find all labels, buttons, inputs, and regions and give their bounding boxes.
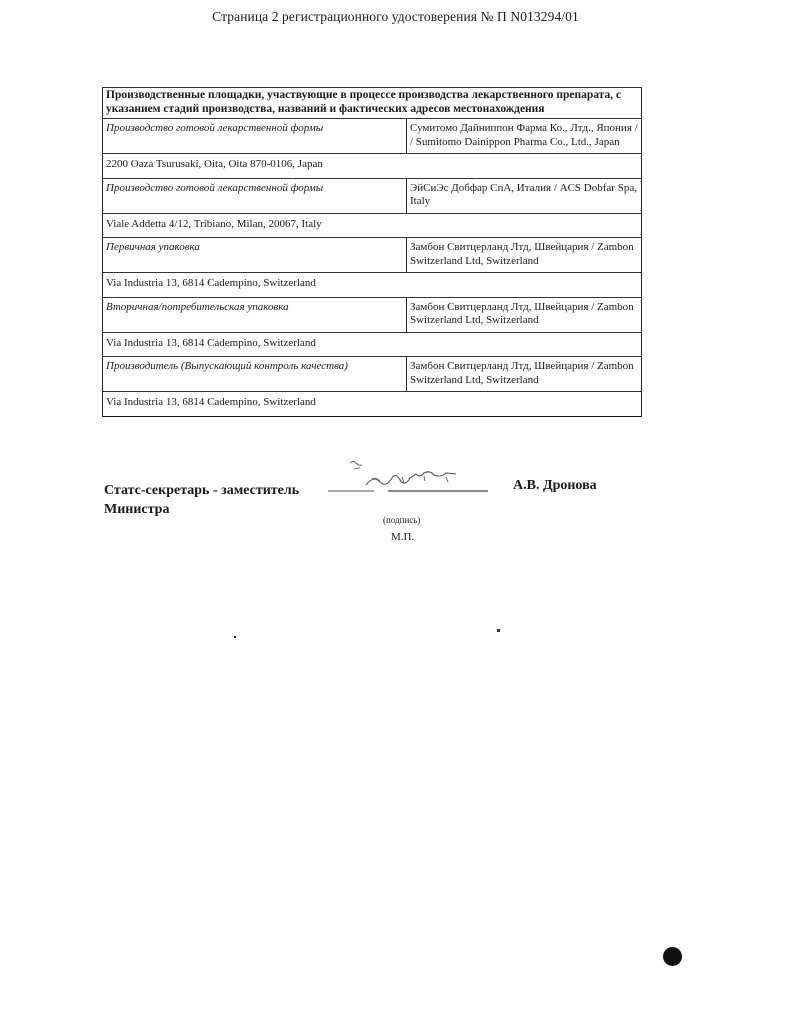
address-cell: Via Industria 13, 6814 Cadempino, Switzerland bbox=[103, 392, 642, 417]
company-cell: Сумитомо Дайниппон Фарма Ко., Лтд., Япония / / Sumitomo Dainippon Pharma Co., Ltd., Japan bbox=[407, 119, 642, 154]
stage-cell: Вторичная/потребительская упаковка bbox=[103, 297, 407, 332]
signatory-position bbox=[104, 481, 299, 519]
signatory-name: А.В. Дронова bbox=[513, 478, 597, 493]
signatory-position-line2: Министра bbox=[104, 502, 170, 517]
stamp-label: М.П. bbox=[391, 531, 415, 543]
page-header: Страница 2 регистрационного удостоверения № П N013294/01 bbox=[212, 9, 579, 24]
address-row bbox=[103, 213, 642, 238]
stage-cell: Первичная упаковка bbox=[103, 238, 407, 273]
address-cell: Viale Addetta 4/12, Tribiano, Milan, 20067, Italy bbox=[103, 213, 642, 238]
stage-cell: Производство готовой лекарственной формы bbox=[103, 119, 407, 154]
table-row bbox=[103, 357, 642, 392]
stage-cell: Производитель (Выпускающий контроль качества) bbox=[103, 357, 407, 392]
company-cell: Замбон Свитцерланд Лтд, Швейцария / Zambon Switzerland Ltd, Switzerland bbox=[407, 297, 642, 332]
manufacturing-sites-table bbox=[102, 87, 642, 417]
table-heading-row bbox=[103, 88, 642, 119]
address-row bbox=[103, 273, 642, 298]
address-row bbox=[103, 332, 642, 357]
address-cell: 2200 Oaza Tsurusaki, Oita, Oita 870-0106, Japan bbox=[103, 154, 642, 179]
scan-dot-mark bbox=[663, 947, 682, 966]
handwritten-signature bbox=[328, 455, 508, 497]
stage-cell: Производство готовой лекарственной формы bbox=[103, 178, 407, 213]
company-cell: Замбон Свитцерланд Лтд, Швейцария / Zambon Switzerland Ltd, Switzerland bbox=[407, 357, 642, 392]
table-row bbox=[103, 178, 642, 213]
address-row bbox=[103, 154, 642, 179]
company-cell: Замбон Свитцерланд Лтд, Швейцария / Zambon Switzerland Ltd, Switzerland bbox=[407, 238, 642, 273]
scan-speck bbox=[234, 636, 236, 638]
table-row bbox=[103, 297, 642, 332]
signatory-position-line1: Статс-секретарь - заместитель bbox=[104, 483, 300, 498]
table-heading: Производственные площадки, участвующие в процессе производства лекарственного препарата, с указанием стадий производства, названий и фактических адресов местонахождения bbox=[103, 88, 642, 119]
address-cell: Via Industria 13, 6814 Cadempino, Switzerland bbox=[103, 273, 642, 298]
address-row bbox=[103, 392, 642, 417]
company-cell: ЭйСиЭс Добфар СпА, Италия / ACS Dobfar Spa, Italy bbox=[407, 178, 642, 213]
scan-speck bbox=[497, 629, 500, 632]
signature-caption: (подпись) bbox=[383, 515, 421, 525]
table-row bbox=[103, 238, 642, 273]
table-row bbox=[103, 119, 642, 154]
address-cell: Via Industria 13, 6814 Cadempino, Switzerland bbox=[103, 332, 642, 357]
